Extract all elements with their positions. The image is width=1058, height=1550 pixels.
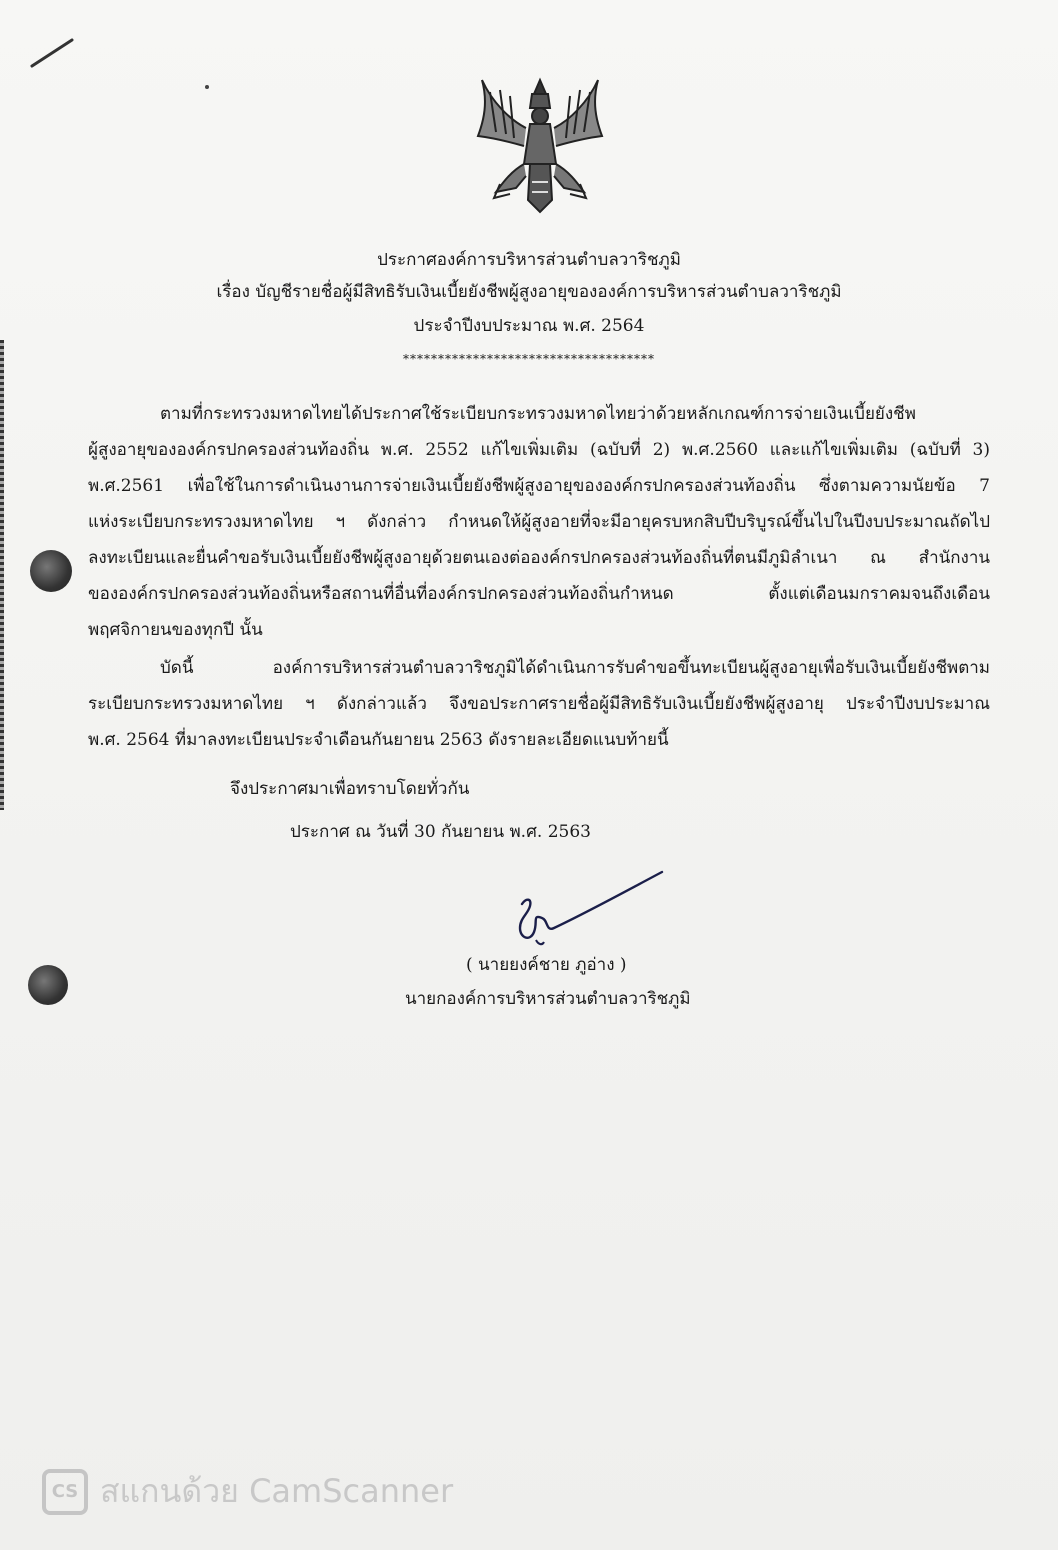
camscanner-watermark [42, 1466, 453, 1517]
announcement-heading: ประกาศองค์การบริหารส่วนตำบลวาริชภูมิ [377, 250, 681, 270]
separator-stars: ************************************ [403, 352, 655, 366]
hole-punch-mark [30, 550, 72, 592]
paragraph-line: ลงทะเบียนและยื่นคำขอรับเงินเบี้ยยังชีพผู้สูงอายุด้วยตนเองต่อองค์กรปกครองส่วนท้องถิ่นที่ตนมีภูมิลำเนา ณ สำนักงาน [88, 548, 990, 568]
scan-edge-artifact [0, 340, 4, 810]
paragraph-line: บัดนี้ องค์การบริหารส่วนตำบลวาริชภูมิได้ดำเนินการรับคำขอขึ้นทะเบียนผู้สูงอายุเพื่อรับเงินเบี้ยยังชีพตาม [160, 658, 990, 678]
fiscal-year-line: ประจำปีงบประมาณ พ.ศ. 2564 [413, 316, 645, 336]
hole-punch-mark [28, 965, 68, 1005]
paragraph-line: พ.ศ.2561 เพื่อใช้ในการดำเนินงานการจ่ายเงินเบี้ยยังชีพผู้สูงอายุขององค์กรปกครองส่วนท้องถิ่น ซึ่งตามความนัยข้อ 7 [88, 476, 990, 496]
signer-name: ( นายยงค์ชาย ภูอ่าง ) [466, 955, 627, 975]
watermark-text: สแกนด้วย CamScanner [100, 1472, 454, 1510]
handwritten-signature [508, 862, 668, 952]
paragraph-line: ผู้สูงอายุขององค์กรปกครองส่วนท้องถิ่น พ.ศ. 2552 แก้ไขเพิ่มเติม (ฉบับที่ 2) พ.ศ.2560 และแก้ไขเพิ่มเติม (ฉบับที่ 3) [88, 440, 990, 460]
paragraph-line: แห่งระเบียบกระทรวงมหาดไทย ฯ ดังกล่าว กำหนดให้ผู้สูงอายที่จะมีอายุครบหกสิบปีบริบูรณ์ขึ้นไปในปีงบประมาณถัดไป [88, 512, 990, 532]
closing-statement: จึงประกาศมาเพื่อทราบโดยทั่วกัน [230, 779, 470, 799]
announcement-subject: เรื่อง บัญชีรายชื่อผู้มีสิทธิรับเงินเบี้ยยังชีพผู้สูงอายุขององค์การบริหารส่วนตำบลวาริชภูมิ [216, 282, 842, 302]
body-paragraph-2 [88, 650, 990, 758]
announcement-date: ประกาศ ณ วันที่ 30 กันยายน พ.ศ. 2563 [290, 822, 591, 842]
paragraph-line: พฤศจิกายนของทุกปี นั้น [88, 620, 263, 640]
paragraph-line: พ.ศ. 2564 ที่มาลงทะเบียนประจำเดือนกันยายน 2563 ดังรายละเอียดแนบท้ายนี้ [88, 730, 669, 750]
pen-stroke-mark [28, 36, 78, 70]
paragraph-line: ตามที่กระทรวงมหาดไทยได้ประกาศใช้ระเบียบกระทรวงมหาดไทยว่าด้วยหลักเกณฑ์การจ่ายเงินเบี้ยยังชีพ [160, 404, 916, 424]
camscanner-logo-icon: CS [42, 1469, 88, 1515]
ink-dot [205, 85, 209, 89]
body-paragraph-1 [88, 396, 990, 648]
signer-title: นายกองค์การบริหารส่วนตำบลวาริชภูมิ [405, 989, 691, 1009]
paragraph-line: ขององค์กรปกครองส่วนท้องถิ่นหรือสถานที่อื่นที่องค์กรปกครองส่วนท้องถิ่นกำหนด ตั้งแต่เดือนมกราคมจนถึงเดือน [88, 584, 990, 604]
garuda-emblem-icon [470, 72, 610, 217]
paragraph-line: ระเบียบกระทรวงมหาดไทย ฯ ดังกล่าวแล้ว จึงขอประกาศรายชื่อผู้มีสิทธิรับเงินเบี้ยยังชีพผู้สูงอายุ ประจำปีงบประมาณ [88, 694, 990, 714]
